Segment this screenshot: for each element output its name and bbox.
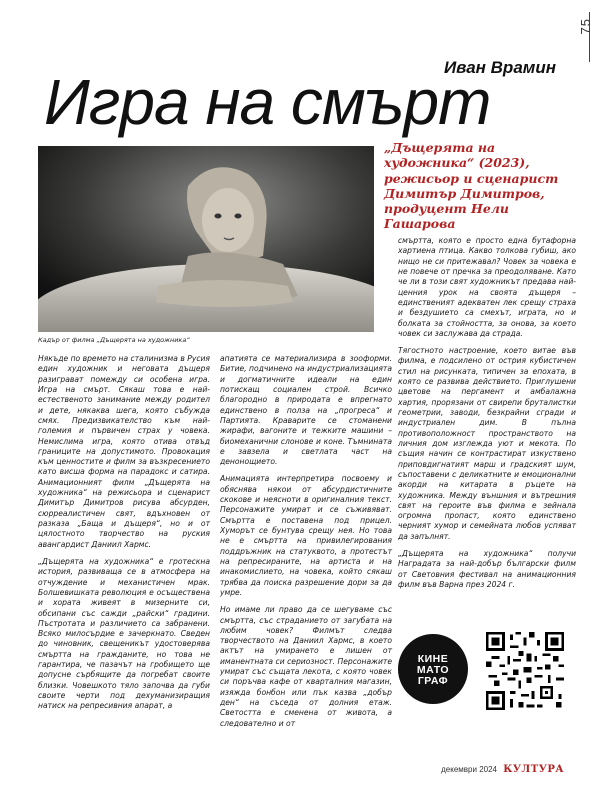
paragraph: Тягостното настроение, което витае във филма, е подсилено от острия кубистичен стил на рисунката, типичен за епохата, в която се развива действието. Приглушени цветове на пергамент и амбалажна хартия, прорязани от свирепи бруталистки геометрии, заводи, безкрайни сгради и индустриален дим. В пълна противоположност пространството на личния дом изглежда уют и мекота. По същия начин се контрастират изкуствено приповдигнатият марш и градският шум, съпоставени с деликатните и емоционални акорди на китарата в ръцете на художника. Между външния и вътрешния свят на героите във филма е зейнала огромна пропаст, която единствено черният хумор и семейната любов успяват да запълнят. — [398, 346, 576, 541]
logo-line: ГРАФ — [417, 675, 449, 688]
kinematograf-logo — [398, 634, 468, 704]
article-column-1 — [38, 354, 210, 719]
logo-line: КИНЕ — [417, 653, 449, 665]
article-column-3 — [398, 236, 576, 597]
film-still-image — [38, 146, 374, 332]
page-footer — [441, 764, 564, 775]
author-name: Иван Врамин — [443, 58, 556, 77]
image-caption: Кадър от филма „Дъщерята на художника“ — [38, 336, 190, 344]
paragraph: Но имаме ли право да се шегуваме със смъртта, със страданието от загубата на любим човек? Филмът следва творчеството на Даниил Хармс, в което актът на умирането е лишен от иманентната си сериозност. Персонажите умират със същата лекота, с която човек си поръчва кафе от кварталния магазин, изяжда бонбон или пък казва „добър ден“ на съседа от долния етаж. Светостта е сменена от живота, а следователно и от — [220, 605, 392, 728]
magazine-brand: КУЛТУРА — [503, 764, 564, 775]
paragraph: смъртта, която е просто една бутафорна хартиена птица. Какво толкова губиш, ако нищо не си притежавал? Човек за човека е не повече от пречка за преодоляване. Като че ли в този свят художникът предава най-ценния урок на своята дъщеря – единственият адекватен лек срещу страха и бездушието са смехът, играта, но и болката за стойността, за онова, за което човек си заслужава да страда. — [398, 236, 576, 338]
article-column-2 — [220, 354, 392, 736]
paragraph: „Дъщерята на художника“ получи Наградата за най-добър български филм от Световния фестивал на анимационния филм във Варна през 2024 г. — [398, 549, 576, 589]
film-credits: „Дъщерята на художника“ (2023), режисьор и сценарист Димитър Димитров, продуцент Нели Гашарова — [384, 140, 559, 232]
paragraph: апатията се материализира в зооформи. Битие, подчинено на индустриализацията и догматичните идеали на един потискащ социален строй. Всичко благородно в природата е впрегнато единствено в полза на „прогреса“ и Партията. Краварите се стоманени жирафи, вагоните и тежките машини – биомеханични слонове и коне. Тъмнината е завзела и светлата част на денонощието. — [220, 354, 392, 467]
article-title: Игра на смърт — [44, 66, 491, 138]
paragraph: „Дъщерята на художника“ е гротескна история, развиваща се в атмосфера на отчуждение и механистичен мрак. Болшевишката революция е осъществена и хората живеят в мизерните си, обсипани със сажди „райски“ градини. Пъстротата и различието са забранени. Всяко милосърдие е зачеркнато. Сведен до чиновник, свещеникът удостоверява смъртта на гражданите, но това не гарантира, че пазачът на гробището ще допусне сърбящите да погребат своите близки. Човешкото тяло започва да губи своите черти под дехуманизиращия натиск на репресивния апарат, а — [38, 556, 210, 711]
qr-code[interactable] — [486, 632, 564, 710]
logo-line: МАТО — [416, 664, 450, 677]
paragraph: Анимацията интерпретира посвоему и обяснява някои от абсурдистичните скокове и неясноти в оригиналния текст. Персонажите умират и се съживяват. Смъртта е поставена под прицел. Хуморът се бунтува срещу нея. Но това не е смъртта на привилегирования поддръжник на статуквото, а протестът на репресираните, на артиста и на инакомислието, на човека, който сякаш трябва да поиска разрешение дори за да умре. — [220, 474, 392, 597]
paragraph: Някъде по времето на сталинизма в Русия един художник и неговата дъщеря разиграват помежду си особена игра. Игра на смърт. Сякаш това е най-естественото занимание между родител и дете, някаква шега, която събужда смях. Предизвикателство към най-големия и първичен страх у човека. Немислима игра, която отива отвъд границите на допустимото. Провокация към ценностите и филм за възкресението като висша форма на парадокс и сатира. Анимационният филм „Дъщерята на художника“ на режисьора и сценарист Димитър Димитров рисува абсурден, сюрреалистичен свят, вдъхновен от разказа „Баща и дъщеря“, но и от цялостното творчество на руския авангардист Даниил Хармс. — [38, 354, 210, 549]
issue-date: декември 2024 — [441, 765, 497, 774]
page-number: 75 — [578, 18, 593, 35]
